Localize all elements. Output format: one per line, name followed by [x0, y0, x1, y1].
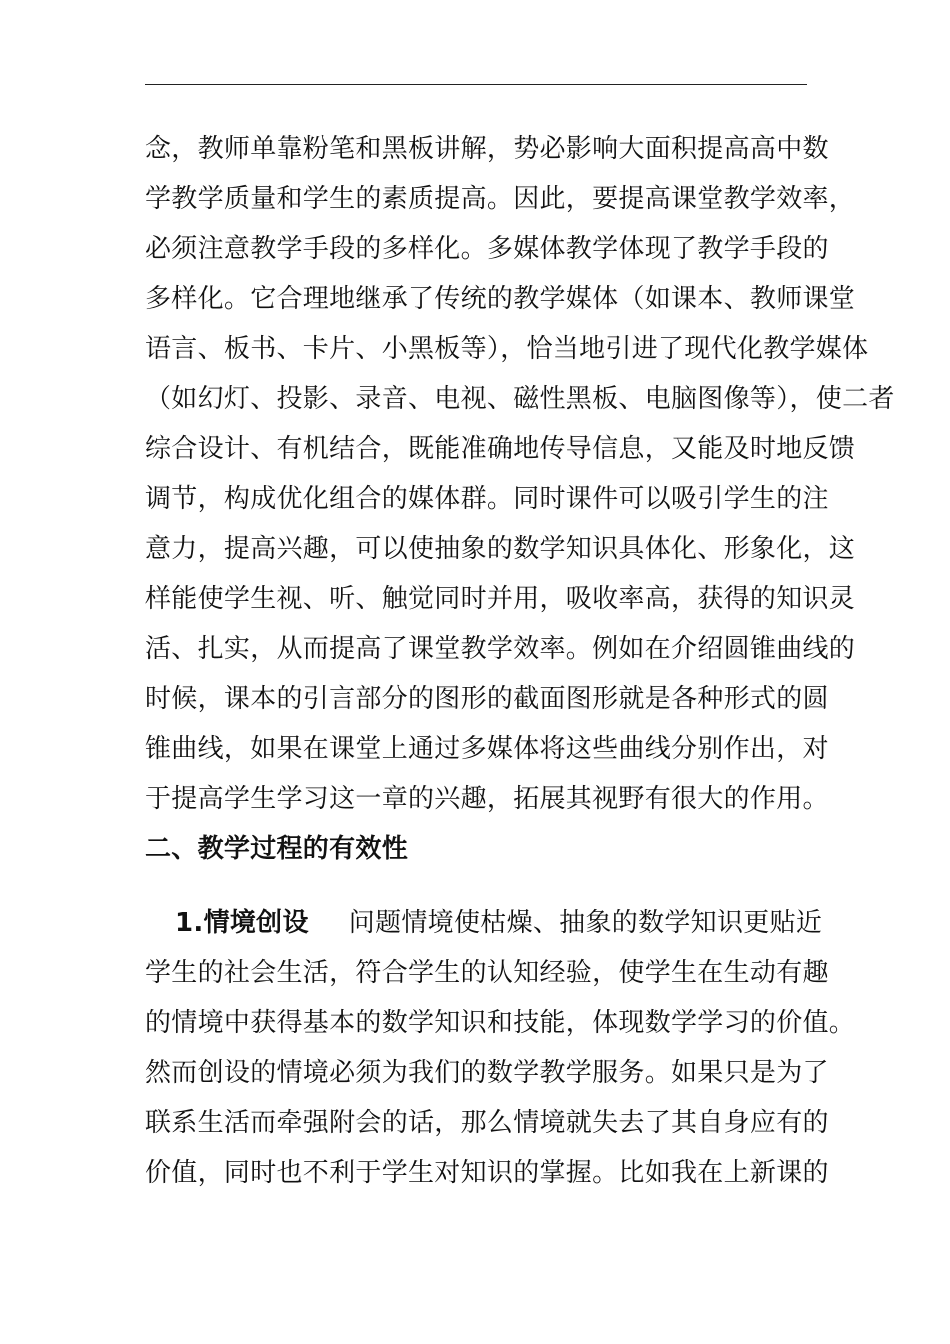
text-line: 然而创设的情境必须为我们的数学教学服务。如果只是为了 — [145, 1058, 829, 1088]
text-line: 意力，提高兴趣，可以使抽象的数学知识具体化、形象化，这 — [145, 534, 856, 564]
item-number: 1. — [175, 908, 204, 938]
header-rule — [145, 84, 807, 85]
text-line: 学生的社会生活，符合学生的认知经验，使学生在生动有趣 — [145, 958, 829, 988]
text-line: 语言、板书、卡片、小黑板等），恰当地引进了现代化教学媒体 — [145, 334, 869, 364]
text-line: 必须注意教学手段的多样化。多媒体教学体现了教学手段的 — [145, 234, 829, 264]
text-line: 时候，课本的引言部分的图形的截面图形就是各种形式的圆 — [145, 684, 829, 714]
text-line: 价值，同时也不利于学生对知识的掌握。比如我在上新课的 — [145, 1158, 829, 1188]
text-line: 学教学质量和学生的素质提高。因此，要提高课堂教学效率， — [145, 184, 856, 214]
text-line: 的情境中获得基本的数学知识和技能，体现数学学习的价值。 — [145, 1008, 856, 1038]
text-line: 调节，构成优化组合的媒体群。同时课件可以吸引学生的注 — [145, 484, 829, 514]
item-1-line — [175, 903, 865, 943]
item-title: 情境创设 — [203, 908, 309, 938]
text-line: 于提高学生学习这一章的兴趣，拓展其视野有很大的作用。 — [145, 784, 829, 814]
text-line: 综合设计、有机结合，既能准确地传导信息，又能及时地反馈 — [145, 434, 856, 464]
text-line: 念，教师单靠粉笔和黑板讲解，势必影响大面积提高高中数 — [145, 134, 829, 164]
item-text: 问题情境使枯燥、抽象的数学知识更贴近 — [348, 908, 823, 938]
text-line: 样能使学生视、听、触觉同时并用，吸收率高，获得的知识灵 — [145, 584, 856, 614]
text-line: 锥曲线，如果在课堂上通过多媒体将这些曲线分别作出，对 — [145, 734, 829, 764]
text-line: 多样化。它合理地继承了传统的教学媒体（如课本、教师课堂 — [145, 284, 856, 314]
text-line: （如幻灯、投影、录音、电视、磁性黑板、电脑图像等），使二者 — [145, 384, 895, 414]
text-line: 联系生活而牵强附会的话，那么情境就失去了其自身应有的 — [145, 1108, 829, 1138]
section-heading: 二、教学过程的有效性 — [145, 834, 409, 864]
text-line: 活、扎实，从而提高了课堂教学效率。例如在介绍圆锥曲线的 — [145, 634, 856, 664]
